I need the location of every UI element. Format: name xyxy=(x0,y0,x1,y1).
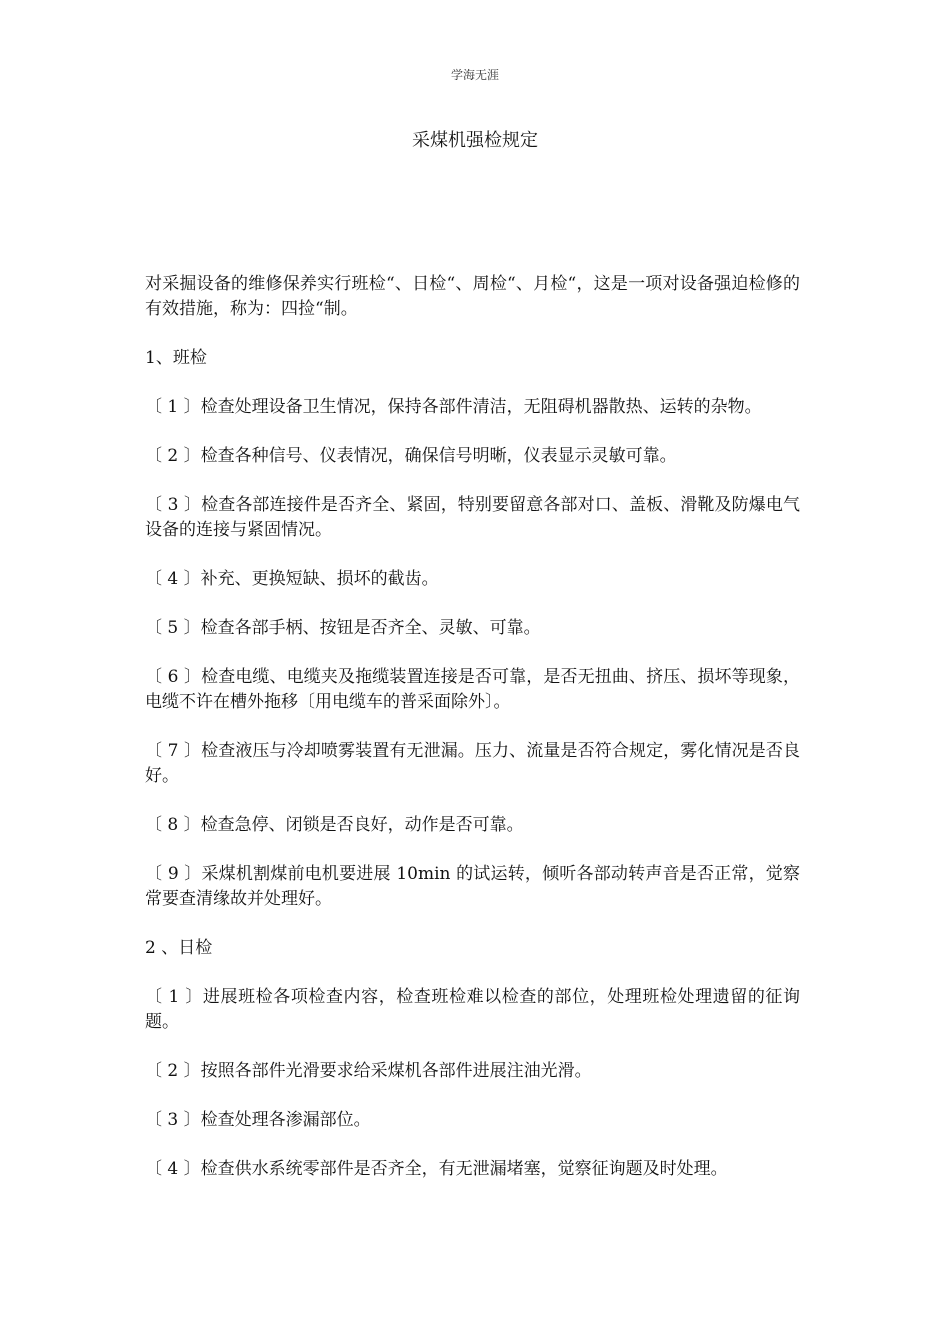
document-body xyxy=(145,272,800,1206)
list-item: 〔 7 〕检查液压与冷却喷雾装置有无泄漏。压力、流量是否符合规定，雾化情况是否良好。 xyxy=(145,741,800,786)
list-item: 〔 3 〕检查处理各渗漏部位。 xyxy=(145,1110,371,1130)
section-heading-shift-check: 1、班检 xyxy=(145,348,207,368)
intro-paragraph: 对采掘设备的维修保养实行班检“、日检“、周检“、月检“，这是一项对设备强迫检修的有效措施，称为：四捡“制。 xyxy=(145,274,800,319)
document-title: 采煤机强检规定 xyxy=(412,130,538,151)
list-item: 〔 4 〕检查供水系统零部件是否齐全，有无泄漏堵塞，觉察征询题及时处理。 xyxy=(145,1159,728,1179)
list-item: 〔 3 〕检查各部连接件是否齐全、紧固，特别要留意各部对口、盖板、滑靴及防爆电气设备的连接与紧固情况。 xyxy=(145,495,800,540)
list-item: 〔 2 〕检查各种信号、仪表情况，确保信号明晰，仪表显示灵敏可靠。 xyxy=(145,446,677,466)
list-item: 〔 8 〕检查急停、闭锁是否良好，动作是否可靠。 xyxy=(145,815,524,835)
list-item: 〔 1 〕进展班检各项检查内容，检查班检难以检查的部位，处理班检处理遗留的征询题。 xyxy=(145,987,800,1032)
section-heading-daily-check: 2 、日检 xyxy=(145,938,213,958)
list-item: 〔 2 〕按照各部件光滑要求给采煤机各部件进展注油光滑。 xyxy=(145,1061,592,1081)
list-item: 〔 1 〕检查处理设备卫生情况，保持各部件清洁，无阻碍机器散热、运转的杂物。 xyxy=(145,397,762,417)
list-item: 〔 6 〕检查电缆、电缆夹及拖缆装置连接是否可靠，是否无扭曲、挤压、损坏等现象，电缆不许在槽外拖移〔用电缆车的普采面除外〕。 xyxy=(145,667,800,712)
list-item: 〔 4 〕补充、更换短缺、损坏的截齿。 xyxy=(145,569,439,589)
list-item: 〔 5 〕检查各部手柄、按钮是否齐全、灵敏、可靠。 xyxy=(145,618,541,638)
page-header: 学海无涯 xyxy=(450,68,499,82)
list-item: 〔 9 〕采煤机割煤前电机要进展 10min 的试运转，倾听各部动转声音是否正常，觉察常要查清缘故并处理好。 xyxy=(145,864,800,909)
